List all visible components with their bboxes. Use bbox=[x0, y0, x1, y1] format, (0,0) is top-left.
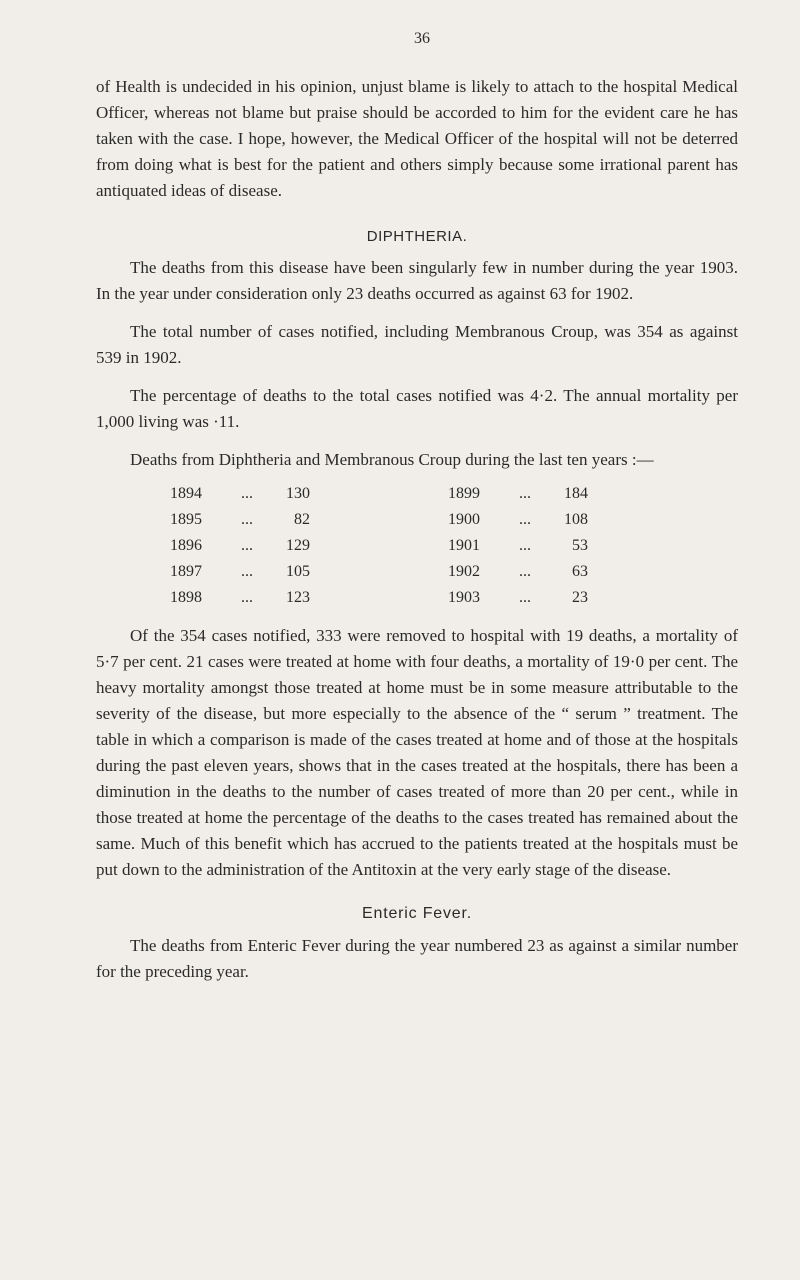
diphtheria-closing-paragraph: Of the 354 cases notified, 333 were removed to hospital with 19 deaths, a mortality of 5·7 per cent. 21 cases were treated at home with four deaths, a mortality of 19·0 per cent. The heavy mortality amongst those treated at home must be in some measure attributable to the severity of the disease, but more especially to the absence of the “ serum ” treatment. The table in which a comparison is made of the cases treated at home and of those at the hospitals during the past eleven years, shows that in the cases treated at the hospitals, there has been a diminution in the deaths to the number of cases treated of more than 20 per cent., while in those treated at home the percentage of the deaths to the cases treated has remained about the same. Much of this benefit which has accrued to the patients treated at the hospitals must be put down to the administration of the Antitoxin at the very early stage of the disease. bbox=[96, 626, 738, 879]
year-cell: 1900 bbox=[448, 511, 480, 528]
leader-dots: ... bbox=[519, 537, 531, 554]
leader-dots: ... bbox=[519, 485, 531, 502]
intro-paragraph: of Health is undecided in his opinion, unjust blame is likely to attach to the hospital Medical Officer, whereas not blame but praise should be accorded to him for the evident care he has taken with the case. I hope, however, the Medical Officer of the hospital will not be deterred from doing what is best for the patient and others simply because some irrational parent has antiquated ideas of disease. bbox=[96, 77, 738, 200]
year-cell: 1894 bbox=[170, 485, 202, 502]
table-row bbox=[170, 533, 588, 559]
table-row bbox=[170, 481, 588, 507]
deaths-cell: 53 bbox=[572, 537, 588, 554]
leader-dots: ... bbox=[241, 563, 253, 580]
document-page bbox=[96, 30, 738, 985]
page-number: 36 bbox=[414, 30, 430, 47]
enteric-paragraph: The deaths from Enteric Fever during the year numbered 23 as against a similar number for the preceding year. bbox=[96, 936, 738, 981]
year-cell: 1902 bbox=[448, 563, 480, 580]
year-cell: 1898 bbox=[170, 589, 202, 606]
leader-dots: ... bbox=[519, 589, 531, 606]
deaths-cell: 105 bbox=[286, 563, 310, 580]
leader-dots: ... bbox=[241, 485, 253, 502]
deaths-table bbox=[170, 481, 588, 611]
diphtheria-paragraph-3: The percentage of deaths to the total cases notified was 4·2. The annual mortality per 1,000 living was ·11. bbox=[96, 386, 738, 431]
leader-dots: ... bbox=[241, 589, 253, 606]
year-cell: 1901 bbox=[448, 537, 480, 554]
year-cell: 1903 bbox=[448, 589, 480, 606]
table-row bbox=[170, 559, 588, 585]
diphtheria-heading: DIPHTHERIA. bbox=[366, 228, 468, 245]
leader-dots: ... bbox=[519, 563, 531, 580]
deaths-cell: 123 bbox=[286, 589, 310, 606]
diphtheria-paragraph-2: The total number of cases notified, including Membranous Croup, was 354 as against 539 in 1902. bbox=[96, 322, 738, 367]
year-cell: 1899 bbox=[448, 485, 480, 502]
leader-dots: ... bbox=[241, 537, 253, 554]
year-cell: 1896 bbox=[170, 537, 202, 554]
diphtheria-paragraph-1: The deaths from this disease have been singularly few in number during the year 1903. In the year under consideration only 23 deaths occurred as against 63 for 1902. bbox=[96, 258, 738, 303]
leader-dots: ... bbox=[519, 511, 531, 528]
year-cell: 1895 bbox=[170, 511, 202, 528]
enteric-heading: Enteric Fever. bbox=[362, 905, 472, 922]
leader-dots: ... bbox=[241, 511, 253, 528]
deaths-cell: 63 bbox=[572, 563, 588, 580]
table-row bbox=[170, 585, 588, 611]
deaths-cell: 82 bbox=[294, 511, 310, 528]
year-cell: 1897 bbox=[170, 563, 202, 580]
deaths-cell: 130 bbox=[286, 485, 310, 502]
deaths-cell: 129 bbox=[286, 537, 310, 554]
deaths-cell: 184 bbox=[564, 485, 588, 502]
table-row bbox=[170, 507, 588, 533]
deaths-cell: 108 bbox=[564, 511, 588, 528]
diphtheria-paragraph-4: Deaths from Diphtheria and Membranous Croup during the last ten years :— bbox=[130, 450, 654, 469]
deaths-cell: 23 bbox=[572, 589, 588, 606]
